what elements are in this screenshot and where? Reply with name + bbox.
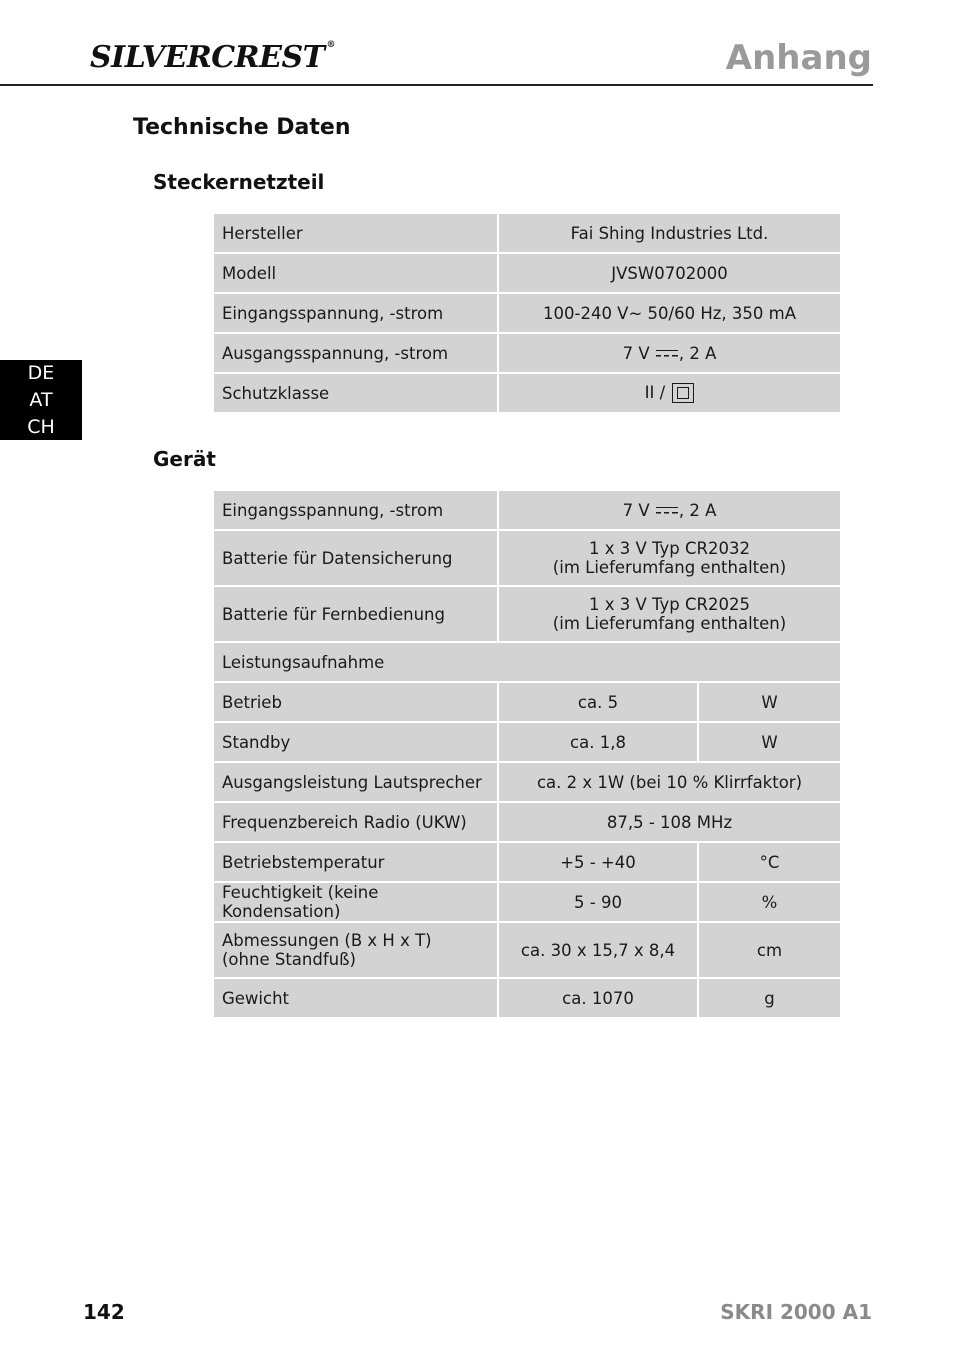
row-label: Gewicht bbox=[213, 978, 498, 1018]
language-tab bbox=[0, 360, 82, 440]
brand-logo bbox=[90, 40, 335, 75]
table-row bbox=[213, 682, 841, 722]
row-label: Ausgangsspannung, -strom bbox=[213, 333, 498, 373]
row-label: Betrieb bbox=[213, 682, 498, 722]
row-label: Batterie für Fernbedienung bbox=[213, 586, 498, 642]
value-line: 1 x 3 V Typ CR2032 bbox=[589, 539, 750, 558]
row-label: Hersteller bbox=[213, 213, 498, 253]
geraet-table bbox=[212, 489, 842, 1019]
model-number: SKRI 2000 A1 bbox=[720, 1300, 872, 1324]
row-value: ca. 5 bbox=[498, 682, 698, 722]
row-unit: W bbox=[698, 682, 841, 722]
heading-geraet: Gerät bbox=[153, 447, 216, 471]
direct-current-icon bbox=[656, 350, 678, 359]
row-unit: % bbox=[698, 882, 841, 922]
table-row bbox=[213, 642, 841, 682]
protection-class-text: II / bbox=[644, 382, 666, 402]
row-label: Betriebstemperatur bbox=[213, 842, 498, 882]
row-value: 100-240 V~ 50/60 Hz, 350 mA bbox=[498, 293, 841, 333]
protection-class-ii-icon bbox=[672, 383, 694, 403]
table-row bbox=[213, 722, 841, 762]
row-value: JVSW0702000 bbox=[498, 253, 841, 293]
row-value bbox=[498, 333, 841, 373]
row-label: Ausgangsleistung Lautsprecher bbox=[213, 762, 498, 802]
brand-name: SILVERCREST bbox=[90, 40, 325, 75]
language-de: DE bbox=[27, 361, 55, 384]
table-row bbox=[213, 586, 841, 642]
row-value: ca. 30 x 15,7 x 8,4 bbox=[498, 922, 698, 978]
table-row bbox=[213, 842, 841, 882]
table-row bbox=[213, 213, 841, 253]
row-unit: W bbox=[698, 722, 841, 762]
value-current: , 2 A bbox=[678, 500, 717, 520]
row-label: Eingangsspannung, -strom bbox=[213, 293, 498, 333]
row-label: Eingangsspannung, -strom bbox=[213, 490, 498, 530]
row-value bbox=[498, 586, 841, 642]
table-row bbox=[213, 882, 841, 922]
table-row bbox=[213, 530, 841, 586]
row-unit: g bbox=[698, 978, 841, 1018]
row-unit: °C bbox=[698, 842, 841, 882]
table-row bbox=[213, 293, 841, 333]
section-title: Anhang bbox=[725, 38, 872, 78]
row-value bbox=[498, 490, 841, 530]
row-value: 87,5 - 108 MHz bbox=[498, 802, 841, 842]
value-line: 1 x 3 V Typ CR2025 bbox=[589, 595, 750, 614]
row-value: ca. 1070 bbox=[498, 978, 698, 1018]
label-line: Abmessungen (B x H x T) bbox=[222, 931, 432, 950]
registered-mark: ® bbox=[326, 40, 335, 50]
row-label: Modell bbox=[213, 253, 498, 293]
table-row bbox=[213, 253, 841, 293]
row-unit: cm bbox=[698, 922, 841, 978]
table-row bbox=[213, 978, 841, 1018]
direct-current-icon bbox=[656, 507, 678, 516]
row-label: Leistungsaufnahme bbox=[213, 642, 841, 682]
row-value: Fai Shing Industries Ltd. bbox=[498, 213, 841, 253]
row-value: ca. 1,8 bbox=[498, 722, 698, 762]
table-row bbox=[213, 490, 841, 530]
row-value bbox=[498, 530, 841, 586]
row-label: Feuchtigkeit (keine Kondensation) bbox=[213, 882, 498, 922]
steckernetzteil-table bbox=[212, 212, 842, 414]
row-value: 5 - 90 bbox=[498, 882, 698, 922]
language-ch: CH bbox=[27, 415, 55, 438]
table-row bbox=[213, 762, 841, 802]
page-number: 142 bbox=[83, 1300, 125, 1324]
row-value: +5 - +40 bbox=[498, 842, 698, 882]
value-line: (im Lieferumfang enthalten) bbox=[552, 614, 787, 633]
value-voltage: 7 V bbox=[622, 343, 650, 363]
table-row bbox=[213, 802, 841, 842]
table-row bbox=[213, 333, 841, 373]
value-voltage: 7 V bbox=[622, 500, 650, 520]
header-divider bbox=[0, 84, 873, 86]
value-line: (im Lieferumfang enthalten) bbox=[552, 558, 787, 577]
page-title: Technische Daten bbox=[133, 115, 351, 140]
row-label: Schutzklasse bbox=[213, 373, 498, 413]
heading-steckernetzteil: Steckernetzteil bbox=[153, 170, 325, 194]
row-value: ca. 2 x 1W (bei 10 % Klirrfaktor) bbox=[498, 762, 841, 802]
label-line: (ohne Standfuß) bbox=[222, 950, 356, 969]
value-current: , 2 A bbox=[678, 343, 717, 363]
table-row bbox=[213, 922, 841, 978]
table-row bbox=[213, 373, 841, 413]
language-at: AT bbox=[29, 388, 53, 411]
row-label: Frequenzbereich Radio (UKW) bbox=[213, 802, 498, 842]
row-value bbox=[498, 373, 841, 413]
row-label: Batterie für Datensicherung bbox=[213, 530, 498, 586]
row-label bbox=[213, 922, 498, 978]
row-label: Standby bbox=[213, 722, 498, 762]
